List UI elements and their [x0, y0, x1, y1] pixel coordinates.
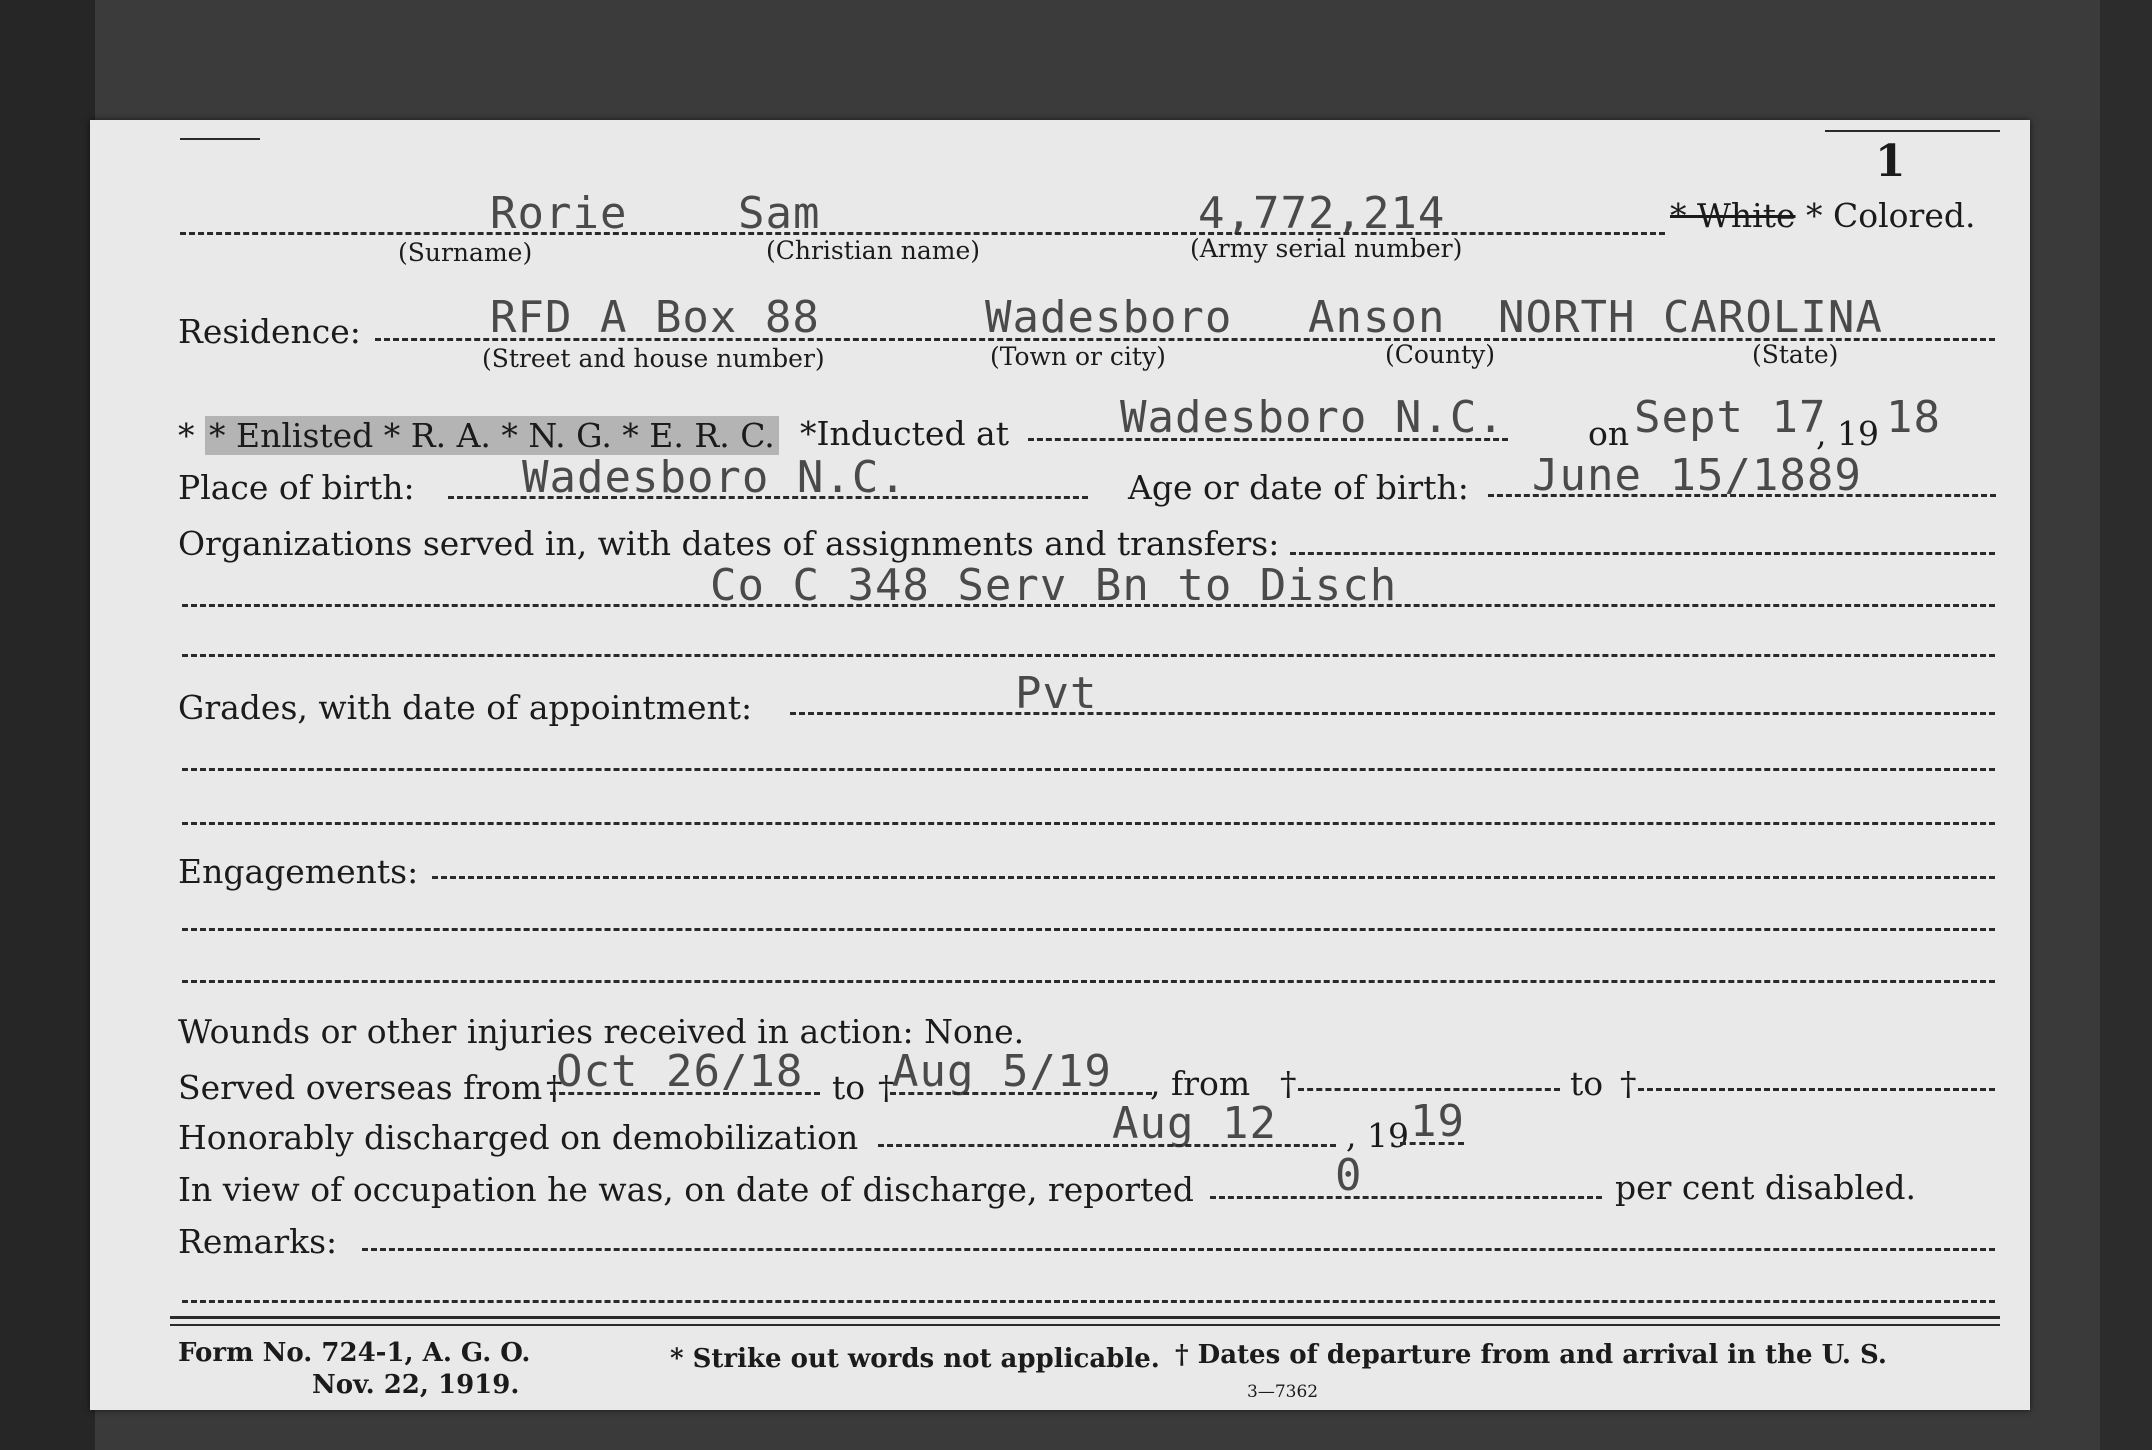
overseas-from2-label: , from: [1150, 1064, 1251, 1103]
grades-label: Grades, with date of appointment:: [178, 688, 753, 727]
top-right-rule: [1825, 130, 2000, 132]
discharge-date-value: Aug 12: [1112, 1098, 1277, 1149]
remarks-line-2: [182, 1300, 1995, 1303]
scan-background-right: [2100, 0, 2152, 1450]
organizations-line-1: [1290, 552, 1995, 555]
wounds-text: Wounds or other injuries received in action: None.: [178, 1012, 1025, 1051]
serial-number-caption: (Army serial number): [1190, 234, 1463, 263]
inducted-place-line: [1028, 438, 1508, 441]
enlisted-options-struck: * Enlisted * R. A. * N. G. * E. R. C.: [205, 416, 779, 455]
engagements-line-2: [182, 928, 1995, 931]
inducted-year-prefix: , 19: [1816, 414, 1879, 453]
place-of-birth-value: Wadesboro N.C.: [522, 452, 907, 503]
inducted-place-value: Wadesboro N.C.: [1120, 392, 1505, 443]
street-caption: (Street and house number): [482, 344, 825, 373]
disability-value: 0: [1335, 1150, 1363, 1201]
inducted-date-value: Sept 17: [1634, 392, 1827, 443]
state-caption: (State): [1752, 340, 1839, 369]
scan-background-left: [0, 0, 95, 1450]
print-code: 3—7362: [1247, 1382, 1319, 1402]
form-date: Nov. 22, 1919.: [312, 1370, 520, 1400]
overseas-to-date-value: Aug 5/19: [892, 1046, 1112, 1097]
race-white-struck: * White: [1670, 196, 1796, 235]
race-options: [1670, 196, 1975, 235]
inducted-year-value: 18: [1886, 392, 1941, 443]
organizations-value: Co C 348 Serv Bn to Disch: [710, 560, 1398, 611]
disability-label: In view of occupation he was, on date of discharge, reported: [178, 1170, 1194, 1209]
disability-line: [1210, 1196, 1602, 1199]
discharge-year-value: 19: [1410, 1096, 1465, 1147]
grades-value: Pvt: [1015, 668, 1098, 719]
residence-town-value: Wadesboro: [985, 292, 1233, 343]
overseas-from2-dagger: †: [1280, 1064, 1297, 1103]
town-caption: (Town or city): [990, 342, 1166, 371]
service-record-card: [90, 120, 2030, 1410]
surname-value: Rorie: [490, 188, 628, 239]
date-of-birth-line: [1488, 494, 1996, 497]
scan-background-top: [0, 0, 2152, 120]
place-of-birth-line: [448, 496, 1088, 499]
overseas-from2-line: [1298, 1088, 1560, 1091]
residence-label: Residence:: [178, 312, 361, 351]
grades-line-2: [182, 768, 1995, 771]
remarks-label: Remarks:: [178, 1222, 338, 1261]
discharge-year-line: [1400, 1142, 1464, 1145]
engagements-label: Engagements:: [178, 852, 419, 891]
dates-note: † Dates of departure from and arrival in the U. S.: [1175, 1340, 1887, 1370]
residence-county-value: Anson: [1308, 292, 1446, 343]
race-colored: * Colored.: [1806, 196, 1976, 235]
discharge-label: Honorably discharged on demobilization: [178, 1118, 859, 1157]
inducted-on-label: on: [1588, 414, 1630, 453]
engagements-line-3: [182, 980, 1995, 983]
residence-state-value: NORTH CAROLINA: [1498, 292, 1883, 343]
engagements-line-1: [432, 876, 1995, 879]
residence-street-value: RFD A Box 88: [490, 292, 820, 343]
strike-note: * Strike out words not applicable.: [670, 1344, 1160, 1374]
christian-name-value: Sam: [738, 188, 821, 239]
overseas-to2-label: to: [1570, 1064, 1604, 1103]
overseas-from-line: [550, 1092, 820, 1095]
enlisted-options: * * Enlisted * R. A. * N. G. * E. R. C.: [178, 416, 779, 455]
footer-rule-1: [170, 1316, 2000, 1319]
overseas-to2-line: [1638, 1088, 1995, 1091]
grades-line-3: [182, 822, 1995, 825]
discharge-date-line: [878, 1144, 1336, 1147]
organizations-line-3: [182, 654, 1995, 657]
disability-suffix: per cent disabled.: [1615, 1168, 1917, 1207]
grades-line-1: [790, 712, 1995, 715]
card-number: 1: [1875, 136, 1906, 187]
serial-number-value: 4,772,214: [1198, 188, 1446, 239]
place-of-birth-label: Place of birth:: [178, 468, 415, 507]
organizations-label: Organizations served in, with dates of assignments and transfers:: [178, 524, 1280, 563]
inducted-at-label: *Inducted at: [800, 414, 1009, 453]
date-of-birth-value: June 15/1889: [1532, 450, 1862, 501]
remarks-line-1: [362, 1248, 1995, 1251]
overseas-to-dagger: †: [878, 1068, 895, 1107]
organizations-line-2: [182, 604, 1995, 607]
overseas-from-date-value: Oct 26/18: [556, 1046, 804, 1097]
footer-rule-2: [170, 1324, 2000, 1326]
county-caption: (County): [1385, 340, 1496, 369]
christian-name-caption: (Christian name): [766, 236, 981, 265]
top-left-rule: [180, 138, 260, 140]
overseas-from-dagger: †: [546, 1068, 563, 1107]
overseas-to-label: to: [832, 1068, 866, 1107]
date-of-birth-label: Age or date of birth:: [1128, 468, 1469, 507]
form-number: Form No. 724-1, A. G. O.: [178, 1338, 531, 1368]
overseas-to2-dagger: †: [1620, 1064, 1637, 1103]
discharge-year-prefix: , 19: [1346, 1116, 1409, 1155]
overseas-label: Served overseas from: [178, 1068, 543, 1107]
surname-caption: (Surname): [398, 238, 533, 267]
overseas-to-line: [890, 1092, 1152, 1095]
